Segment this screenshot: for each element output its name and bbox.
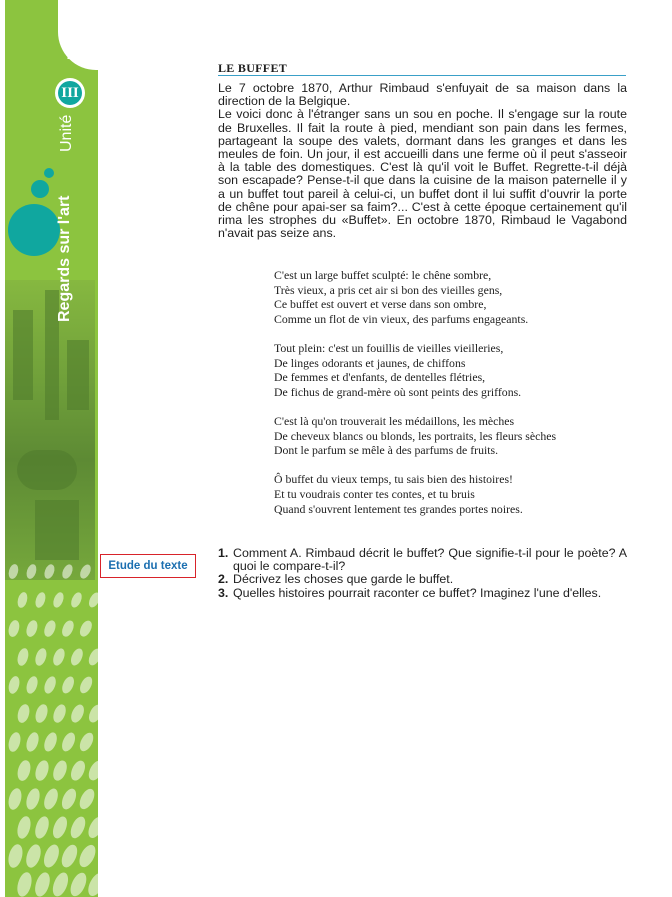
decor-dot xyxy=(59,787,79,812)
study-label-box: Etude du texte xyxy=(100,554,196,578)
decor-dot xyxy=(60,675,77,696)
poem-verse: Et tu voudrais conter tes contes, et tu bruis xyxy=(274,486,475,501)
decor-dot xyxy=(33,703,49,725)
decor-dot xyxy=(16,591,29,609)
decor-dot xyxy=(78,563,93,580)
decor-dot xyxy=(33,759,51,783)
poem-verse: Ô buffet du vieux temps, tu sais bien des histoires! xyxy=(274,472,513,487)
decor-dot xyxy=(60,563,74,580)
decor-dot xyxy=(41,787,60,812)
sidebar-strip xyxy=(0,0,98,897)
decor-dot xyxy=(69,703,87,725)
poem-verse: Ce buffet est ouvert et verse dans son ombre, xyxy=(274,297,487,312)
decor-circle-small xyxy=(44,168,54,178)
decor-dot xyxy=(69,647,85,667)
decor-dot xyxy=(42,731,60,754)
decor-dot xyxy=(59,731,77,754)
decor-dot xyxy=(33,815,52,841)
decor-dot xyxy=(59,842,80,869)
decor-dot xyxy=(42,619,57,638)
sidebar-photo xyxy=(5,280,95,580)
page-number: 78 xyxy=(64,38,89,65)
question-item xyxy=(218,547,627,573)
poem-verse: C'est là qu'on trouverait les médaillons, les mèches xyxy=(274,413,515,428)
decor-dot xyxy=(51,759,69,783)
decor-dot xyxy=(7,619,21,638)
decor-dot xyxy=(86,759,98,783)
decor-dot xyxy=(24,843,44,870)
decor-dot xyxy=(50,815,70,841)
unit-number: III xyxy=(58,81,82,105)
intro-paragraph: Le 7 octobre 1870, Arthur Rimbaud s'enfuyait de sa maison dans la direction de la Belgique. xyxy=(218,81,627,109)
sidebar-dot-pattern xyxy=(5,560,98,897)
decor-dot xyxy=(16,703,31,724)
decor-dot xyxy=(86,703,98,725)
decor-dot xyxy=(34,647,49,667)
decor-dot xyxy=(87,647,98,667)
question-number: 3. xyxy=(218,585,229,600)
poem-verse: Tout plein: c'est un fouillis de vieilles vieilleries, xyxy=(274,340,504,355)
decor-dot xyxy=(24,731,41,754)
question-text: Décrivez les choses que garde le buffet. xyxy=(233,572,454,587)
question-list xyxy=(218,547,627,600)
decor-dot xyxy=(51,703,68,725)
decor-dot xyxy=(77,731,96,754)
decor-dot xyxy=(34,591,48,609)
decor-dot xyxy=(78,619,94,638)
decor-dot xyxy=(24,675,40,696)
decor-dot xyxy=(15,815,33,840)
decor-dot xyxy=(15,871,34,897)
decor-dot xyxy=(42,675,58,696)
question-item xyxy=(218,587,627,600)
poem-verse: De cheveux blancs ou blonds, les portraits, les fleurs sèches xyxy=(274,428,557,443)
decor-dot xyxy=(77,786,98,811)
decor-dot xyxy=(87,591,98,609)
poem xyxy=(274,268,624,531)
poem-stanza xyxy=(274,414,624,458)
decor-dot xyxy=(51,647,67,667)
decor-dot xyxy=(51,591,65,609)
poem-verse: Comme un flot de vin vieux, des parfums engageants. xyxy=(274,311,529,326)
unit-label: Unité xyxy=(58,114,75,152)
decor-dot xyxy=(41,842,61,869)
decor-dot xyxy=(60,619,76,638)
decor-circle-medium xyxy=(31,180,49,198)
decor-dot xyxy=(7,563,19,580)
decor-dot xyxy=(68,759,87,783)
poem-stanza xyxy=(274,341,624,399)
decor-dot xyxy=(50,870,71,897)
poem-verse: Quand s'ouvrent lentement tes grandes portes noires. xyxy=(274,501,523,516)
poem-verse: De femmes et d'enfants, de dentelles flétries, xyxy=(274,370,486,385)
decor-dot xyxy=(69,591,84,609)
decor-dot xyxy=(15,759,32,782)
decor-circle-large xyxy=(8,204,60,256)
question-number: 1. xyxy=(218,546,229,560)
decor-dot xyxy=(43,563,57,580)
poem-stanza xyxy=(274,268,624,326)
poem-verse: De linges odorants et jaunes, de chiffons xyxy=(274,355,466,370)
question-text: Comment A. Rimbaud décrit le buffet? Que signifie-t-il pour le poète? A quoi le compare-t-il? xyxy=(233,546,627,574)
unit-badge xyxy=(55,78,85,108)
poem-stanza xyxy=(274,472,624,516)
decor-dot xyxy=(7,675,22,695)
poem-verse: Très vieux, a pris cet air si bon des vieilles gens, xyxy=(274,282,503,297)
question-text: Quelles histoires pourrait raconter ce buffet? Imaginez l'une d'elles. xyxy=(233,585,602,600)
decor-dot xyxy=(7,731,23,753)
decor-dot xyxy=(6,843,25,869)
poem-verse: C'est un large buffet sculpté: le chêne sombre, xyxy=(274,268,492,282)
article-title: LE BUFFET xyxy=(218,61,288,75)
decor-dot xyxy=(25,619,39,638)
decor-dot xyxy=(16,647,30,666)
series-title: Regards sur l'art xyxy=(56,195,73,322)
intro-paragraph: Le voici donc à l'étranger sans un sou en poche. Il s'engage sur la route de Bruxelles. Il fait la route à pied, mendiant son pain dans les fermes, partageant la soupe des valets, dormant dans les granges et dans les meules de foin. Un jour, il est accueilli dans une ferme où il peut s'asseoir à la table des domestiques. C'est là qu'il voit le Buffet. Regrette-t-il déjà son escapade? Pense-t-il que dans la cuisine de la maison paternelle il y a un buffet tout pareil à celui-ci, un buffet dont il lui suffit d'ouvrir la porte de chêne pour apai-ser sa faim?... C'est à cette époque certainement qu'il rima les strophes du «Buffet». En octobre 1870, Rimbaud le Vagabond n'avait pas seize ans. xyxy=(218,107,627,241)
decor-dot xyxy=(77,675,95,696)
question-item xyxy=(218,573,627,586)
decor-dot xyxy=(85,814,98,840)
decor-dot xyxy=(85,870,98,897)
decor-dot xyxy=(6,787,23,811)
decor-dot xyxy=(25,563,38,580)
decor-dot xyxy=(24,787,42,812)
title-rule xyxy=(218,75,626,76)
poem-verse: Dont le parfum se mêle à des parfums de fruits. xyxy=(274,443,499,458)
decor-dot xyxy=(33,871,53,897)
decor-dot xyxy=(68,870,90,897)
poem-verse: De fichus de grand-mère où sont peints des griffons. xyxy=(274,384,522,399)
decor-dot xyxy=(76,842,98,869)
intro-text xyxy=(218,82,627,240)
decor-dot xyxy=(68,814,89,840)
question-number: 2. xyxy=(218,572,229,587)
